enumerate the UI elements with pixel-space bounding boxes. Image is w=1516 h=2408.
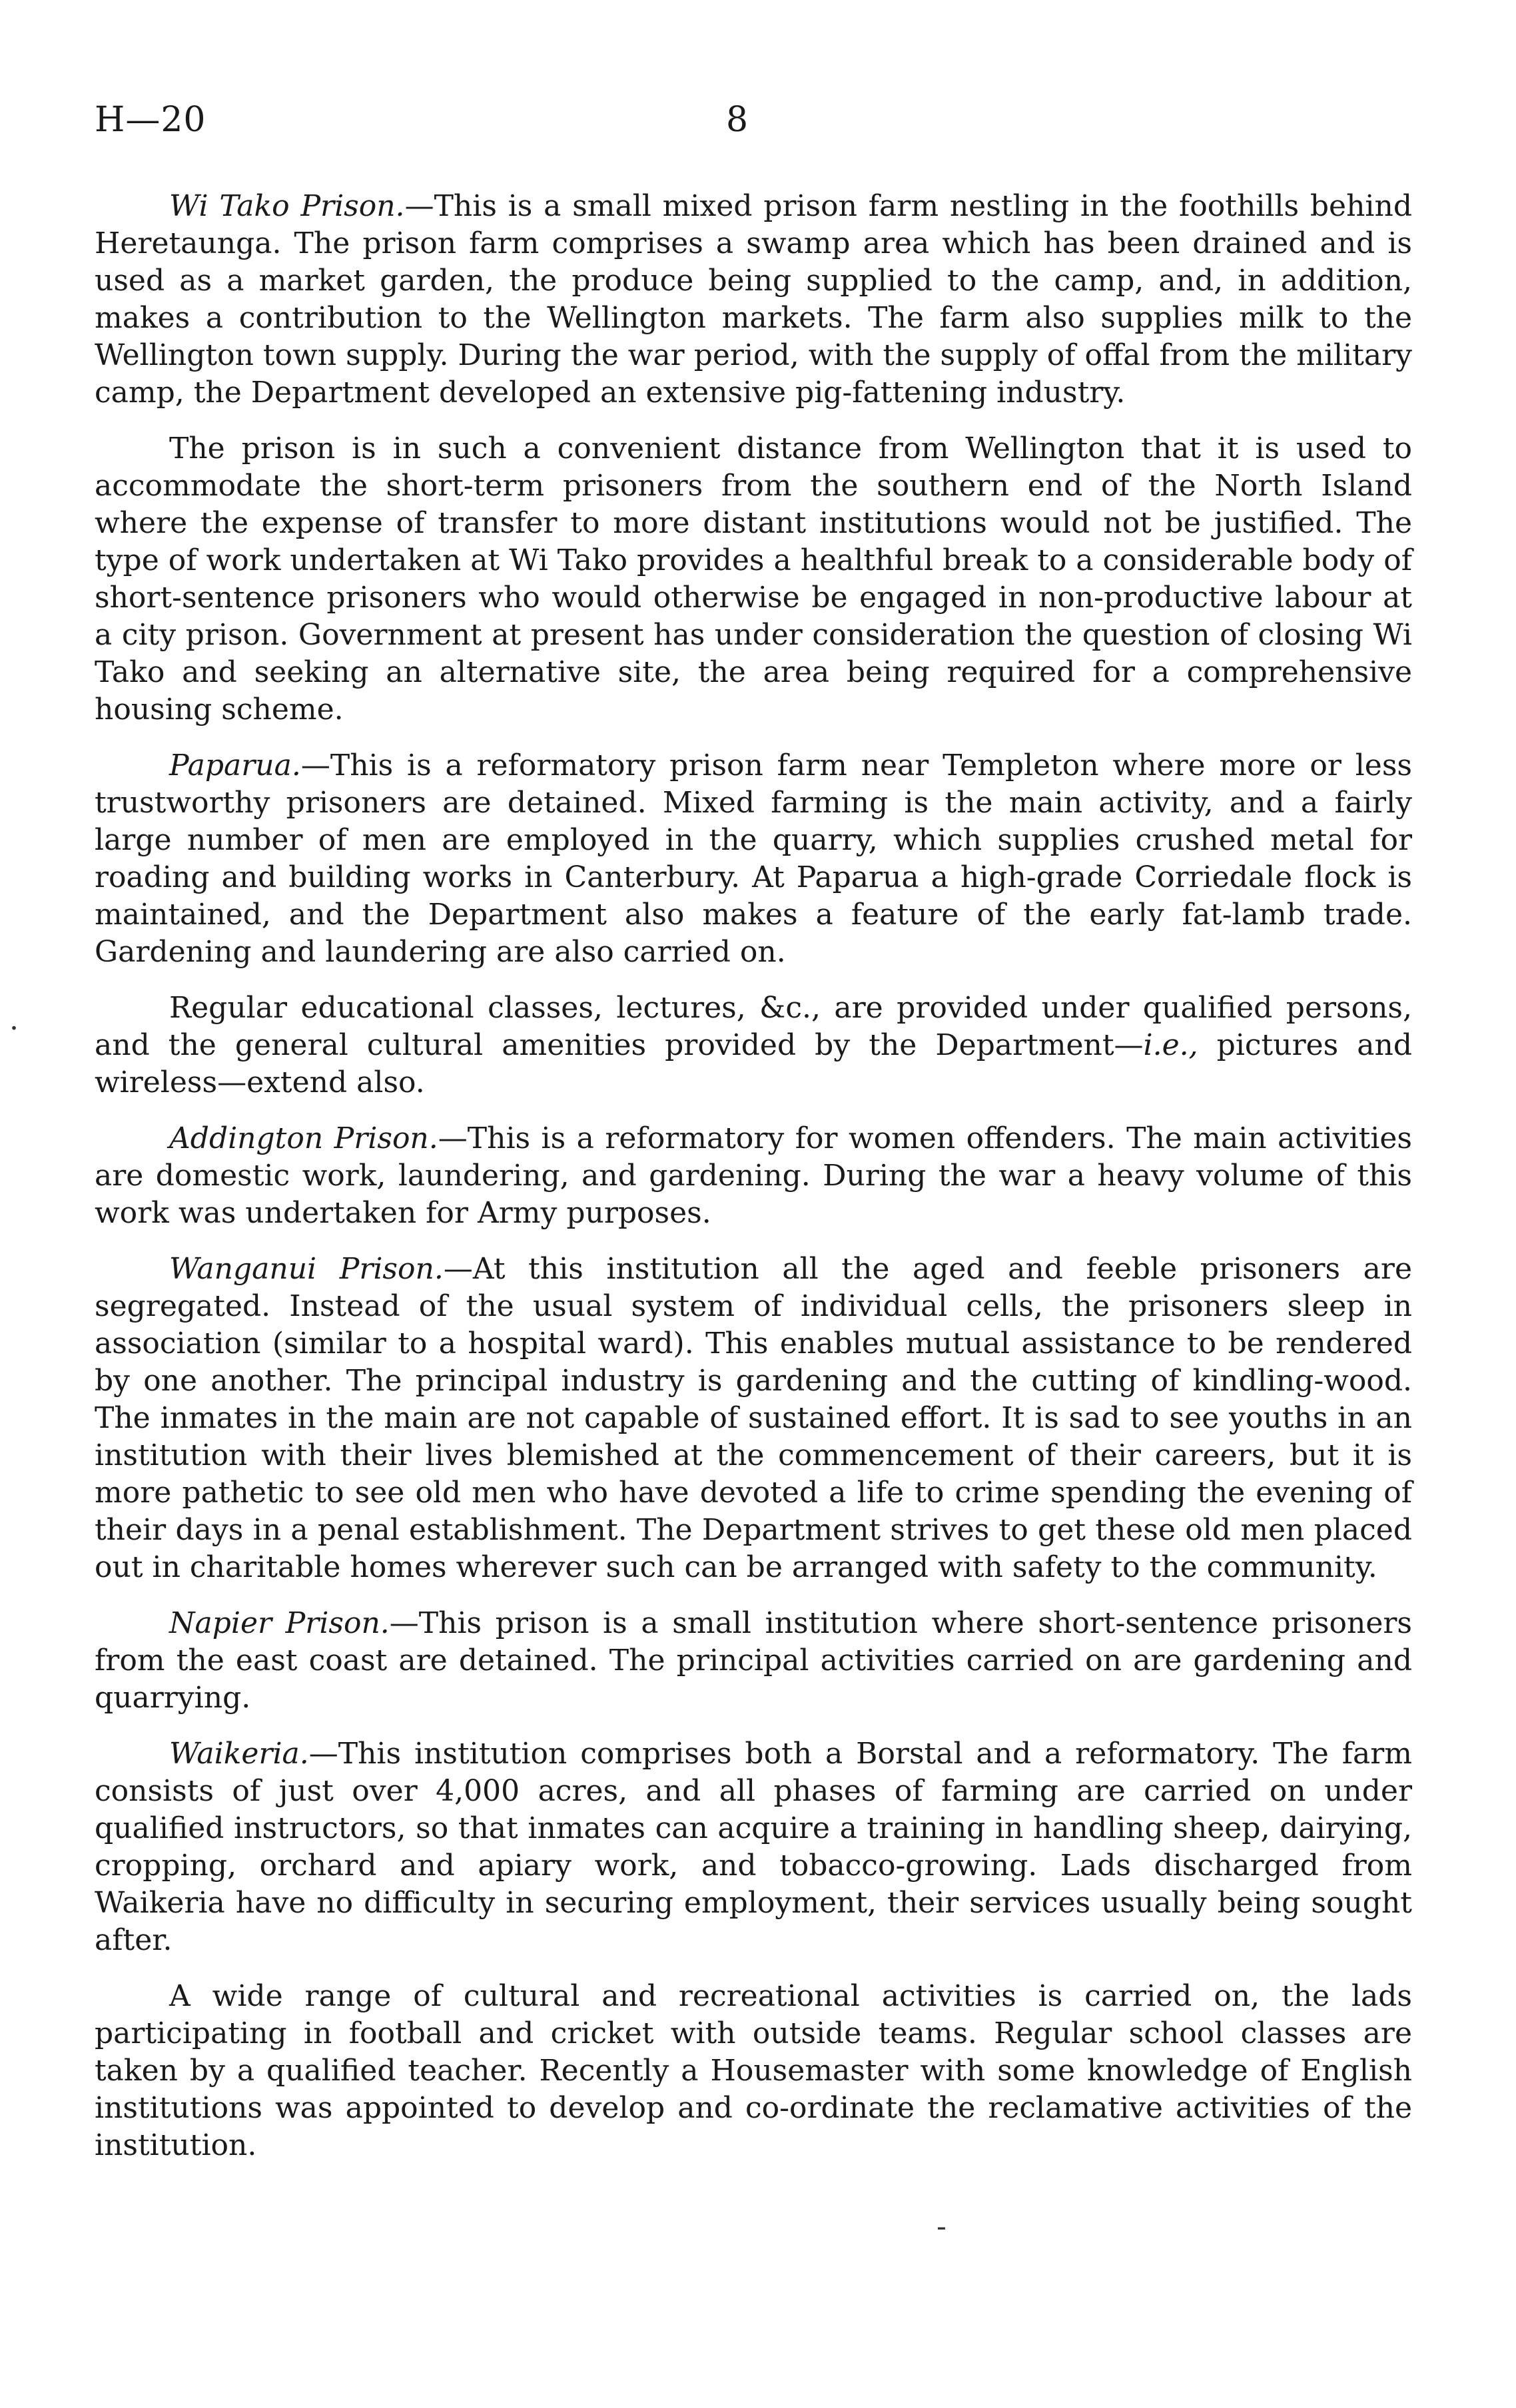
paragraph-wi-tako-2: The prison is in such a convenient distance from Wellington that it is used to accommodate the short-term prisoners from the southern end of the North Island where the expense of transfer to more distant institutions would not be justified. The type of work undertaken at Wi Tako provides a healthful break to a considerable body of short-sentence prisoners who would otherwise be engaged in non-productive labour at a city prison. Government at present has under consideration the question of closing Wi Tako and seeking an alternative site, the area being required for a comprehensive housing scheme. [95,432,1412,727]
section-heading-wi-tako: Wi Tako Prison. [169,189,405,223]
paragraph-text: Regular educational classes, lectures, &c., are provided under qualified persons, and the general cultural amenities provided by the Department— [95,991,1412,1062]
paragraph-text: —This prison is a small institution where short-sentence prisoners from the east coast are detained. The principal activities carried on are gardening and quarrying. [95,1606,1412,1715]
italic-abbreviation: i.e., [1143,1028,1198,1062]
section-heading-paparua: Paparua. [169,749,301,782]
page-header [95,100,1427,147]
paragraph-text: —This institution comprises both a Borstal and a reformatory. The farm consists of just over 4,000 acres, and all phases of farming are carried on under qualified instructors, so that inmates can acquire a training in handling sheep, dairying, cropping, orchard and apiary work, and tobacco-growing. Lads discharged from Waikeria have no difficulty in securing employment, their services usually being sought after. [95,1737,1412,1957]
section-heading-napier: Napier Prison. [169,1606,390,1640]
margin-mark: . [9,1003,19,1037]
document-reference: H—20 [95,100,206,140]
paragraph-addington [95,1120,1412,1232]
paragraph-text: —This is a small mixed prison farm nestling in the foothills behind Heretaunga. The prison farm comprises a swamp area which has been drained and is used as a market garden, the produce being supplied to the camp, and, in addition, makes a contribution to the Wellington markets. The farm also supplies milk to the Wellington town supply. During the war period, with the supply of offal from the military camp, the Department developed an extensive pig-fattening industry. [95,189,1413,410]
page-number: 8 [726,100,749,140]
paragraph-paparua [95,747,1412,971]
paragraph-text: pictures and wireless—extend also. [95,1028,1413,1099]
paragraph-text: —This is a reformatory prison farm near Templeton where more or less trustworthy prisoners are detained. Mixed farming is the main activity, and a fairly large number of men are employed in the quarry, which supplies crushed metal for roading and building works in Canterbury. At Paparua a high-grade Corriedale flock is maintained, and the Department also makes a feature of the early fat-lamb trade. Gardening and laundering are also carried on. [95,749,1412,969]
body-text [95,188,1412,2183]
section-heading-wanganui: Wanganui Prison. [169,1252,444,1286]
paragraph-waikeria [95,1735,1412,1959]
paragraph-waikeria-2: A wide range of cultural and recreational activities is carried on, the lads participating in football and cricket with outside teams. Regular school classes are taken by a qualified teacher. Recently a Housemaster with some knowledge of English institutions was appointed to develop and co-ordinate the reclamative activities of the institution. [95,1979,1412,2162]
paragraph-wi-tako [95,188,1412,412]
paragraph-text: —This is a reformatory for women offenders. The main activities are domestic work, laundering, and gardening. During the war a heavy volume of this work was undertaken for Army purposes. [95,1121,1412,1230]
section-heading-waikeria: Waikeria. [169,1737,309,1771]
bottom-mark: - [937,2210,947,2244]
paragraph-wanganui [95,1251,1412,1586]
paragraph-napier [95,1605,1412,1717]
section-heading-addington: Addington Prison. [169,1121,438,1155]
paragraph-text: —At this institution all the aged and feeble prisoners are segregated. Instead of the usual system of individual cells, the prisoners sleep in association (similar to a hospital ward). This enables mutual assistance to be rendered by one another. The principal industry is gardening and the cutting of kindling-wood. The inmates in the main are not capable of sustained effort. It is sad to see youths in an institution with their lives blemished at the commencement of their careers, but it is more pathetic to see old men who have devoted a life to crime spending the evening of their days in a penal establishment. The Department strives to get these old men placed out in charitable homes wherever such can be arranged with safety to the community. [95,1252,1412,1584]
paragraph-paparua-2 [95,990,1412,1101]
